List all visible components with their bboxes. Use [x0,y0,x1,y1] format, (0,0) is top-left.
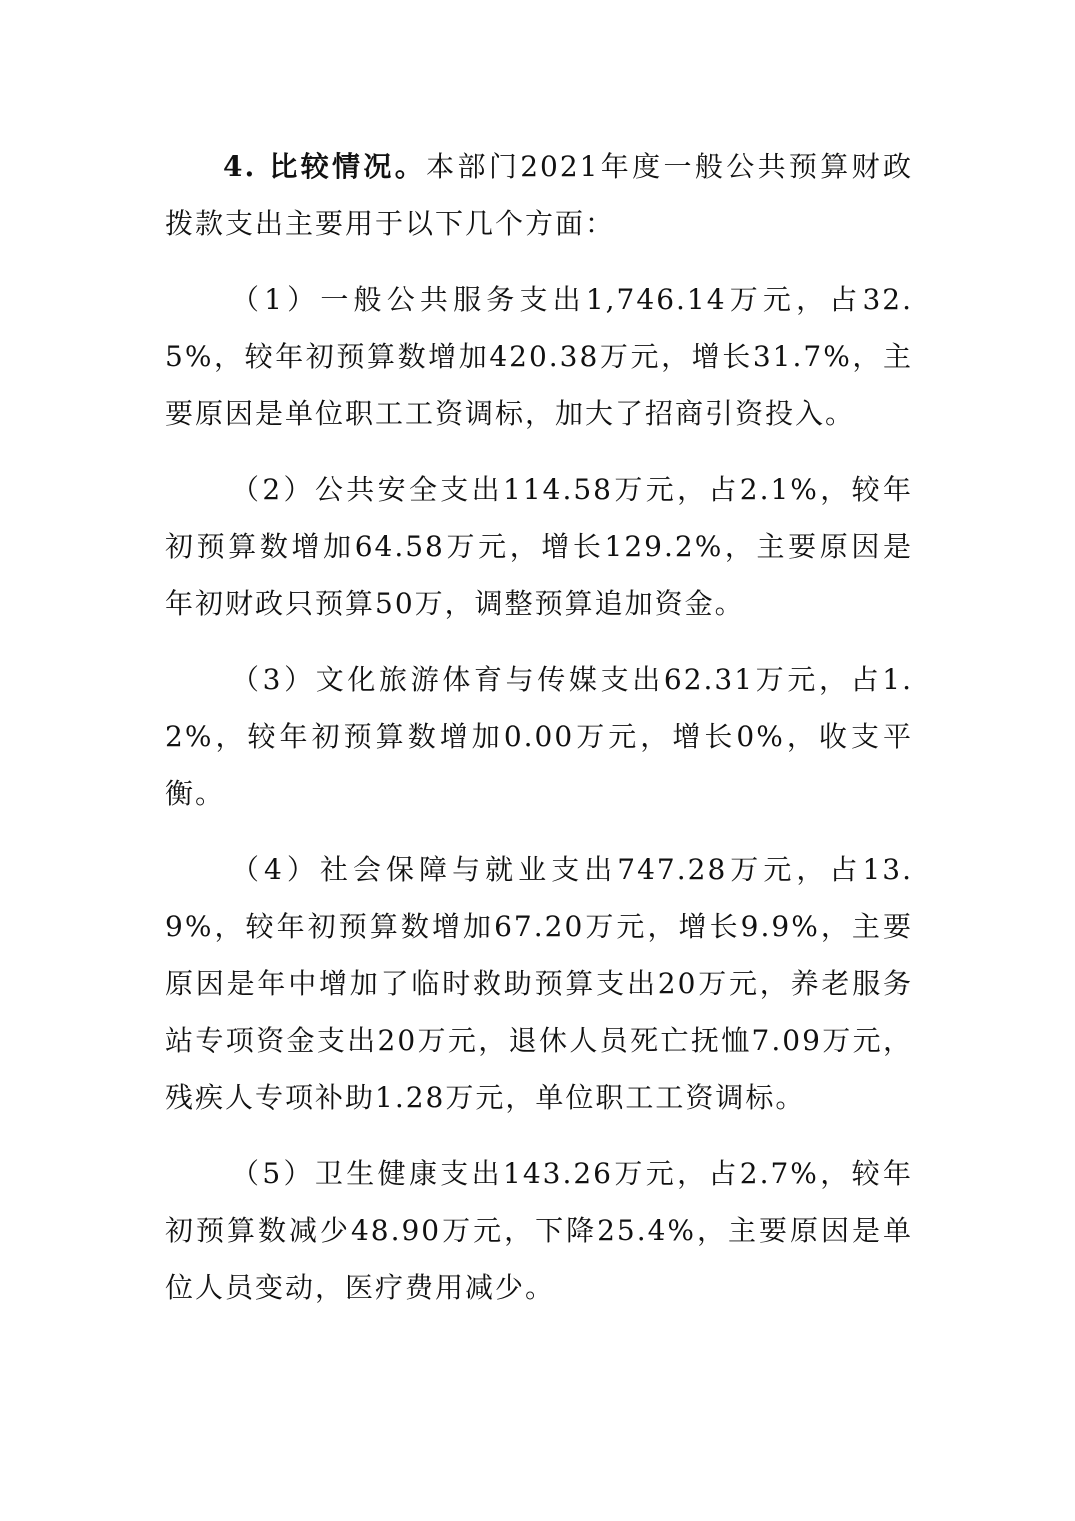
section-heading: 4. 比较情况。 [223,150,427,183]
expenditure-item-5: （5）卫生健康支出143.26万元，占2.7%，较年初预算数减少48.90万元，下降25.4%，主要原因是单位人员变动，医疗费用减少。 [165,1157,913,1304]
expenditure-item-3: （3）文化旅游体育与传媒支出62.31万元，占1.2%，较年初预算数增加0.00万元，增长0%，收支平衡。 [165,663,913,810]
expenditure-item-2: （2）公共安全支出114.58万元，占2.1%，较年初预算数增加64.58万元，增长129.2%，主要原因是年初财政只预算50万，调整预算追加资金。 [165,473,913,620]
intro-paragraph [165,138,913,252]
expenditure-item-1: （1）一般公共服务支出1,746.14万元，占32.5%，较年初预算数增加420.38万元，增长31.7%，主要原因是单位职工工资调标，加大了招商引资投入。 [165,283,913,430]
document-body [165,138,913,1316]
expenditure-item-4: （4）社会保障与就业支出747.28万元，占13.9%，较年初预算数增加67.20万元，增长9.9%，主要原因是年中增加了临时救助预算支出20万元，养老服务站专项资金支出20万元，退休人员死亡抚恤7.09万元，残疾人专项补助1.28万元，单位职工工资调标。 [165,853,913,1114]
intro-text: 本部门2021年度一般公共预算财政拨款支出主要用于以下几个方面： [165,150,914,240]
